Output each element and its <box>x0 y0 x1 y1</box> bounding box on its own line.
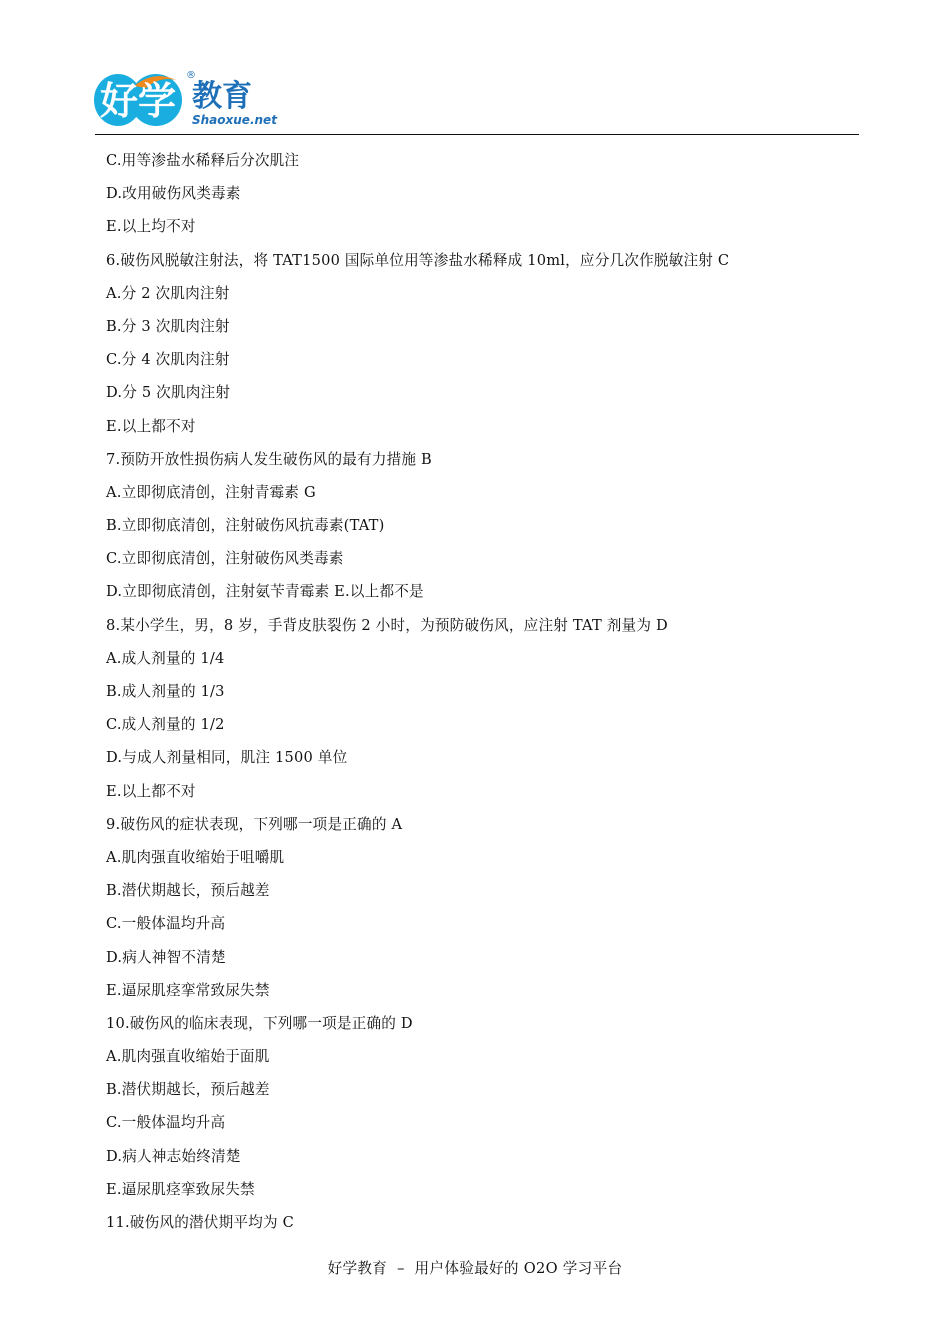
text-line: D.病人神志始终清楚 <box>106 1147 241 1165</box>
text-line: E.逼尿肌痉挛致尿失禁 <box>106 1180 255 1198</box>
text-line: B.成人剂量的 1/3 <box>106 683 225 700</box>
text-line: B.分 3 次肌肉注射 <box>106 317 230 335</box>
question-line: 10.破伤风的临床表现，下列哪一项是正确的 D <box>106 1014 413 1032</box>
question-line: 9.破伤风的症状表现，下列哪一项是正确的 A <box>106 815 403 833</box>
page-footer: 好学教育 – 用户体验最好的 O2O 学习平台 <box>327 1260 623 1277</box>
text-line: C.分 4 次肌肉注射 <box>106 351 230 369</box>
text-line: E.逼尿肌痉挛常致尿失禁 <box>106 981 270 999</box>
text-line: A.立即彻底清创，注射青霉素 G <box>106 483 316 501</box>
question-line: 8.某小学生，男，8 岁，手背皮肤裂伤 2 小时，为预防破伤风，应注射 TAT 剂量为 D <box>106 616 668 634</box>
text-line: C.成人剂量的 1/2 <box>106 716 225 734</box>
text-line: E.以上都不对 <box>106 417 196 435</box>
text-line: A.肌肉强直收缩始于咀嚼肌 <box>106 848 285 866</box>
question-line: 6.破伤风脱敏注射法，将 TAT1500 国际单位用等渗盐水稀释成 10ml，应分几次作脱敏注射 C <box>106 251 730 269</box>
logo-domain: Shaoxue.net <box>192 113 277 127</box>
page-header <box>0 0 950 140</box>
text-line: A.成人剂量的 1/4 <box>106 649 225 667</box>
text-line: B.潜伏期越长，预后越差 <box>106 882 270 900</box>
text-line: C.一般体温均升高 <box>106 915 226 933</box>
header-divider <box>95 134 859 135</box>
text-line: B.立即彻底清创，注射破伤风抗毒素(TAT) <box>106 517 385 535</box>
logo-brand-cn-2: 教育 <box>192 79 252 114</box>
shaoxue-logo <box>94 66 284 132</box>
text-line: D.分 5 次肌肉注射 <box>106 384 231 402</box>
text-line: E.以上均不对 <box>106 218 196 236</box>
text-line: A.分 2 次肌肉注射 <box>106 284 230 302</box>
logo-registered-mark: ® <box>186 70 196 81</box>
text-line: D.改用破伤风类毒素 <box>106 185 241 203</box>
text-line: E.以上都不对 <box>106 782 196 800</box>
text-line: D.与成人剂量相同，肌注 1500 单位 <box>106 749 348 767</box>
text-line: C.用等渗盐水稀释后分次肌注 <box>106 152 300 169</box>
logo-brand-cn: 好学 <box>100 79 177 123</box>
question-line: 11.破伤风的潜伏期平均为 C <box>106 1214 294 1231</box>
text-line: A.肌肉强直收缩始于面肌 <box>106 1048 270 1066</box>
text-line: C.立即彻底清创，注射破伤风类毒素 <box>106 550 344 568</box>
text-line: C.一般体温均升高 <box>106 1114 226 1132</box>
text-line: D.病人神智不清楚 <box>106 948 226 966</box>
document-body <box>106 144 866 1239</box>
text-line: B.潜伏期越长，预后越差 <box>106 1081 270 1099</box>
text-line: D.立即彻底清创，注射氨苄青霉素 E.以上都不是 <box>106 583 424 601</box>
question-line: 7.预防开放性损伤病人发生破伤风的最有力措施 B <box>106 450 432 468</box>
